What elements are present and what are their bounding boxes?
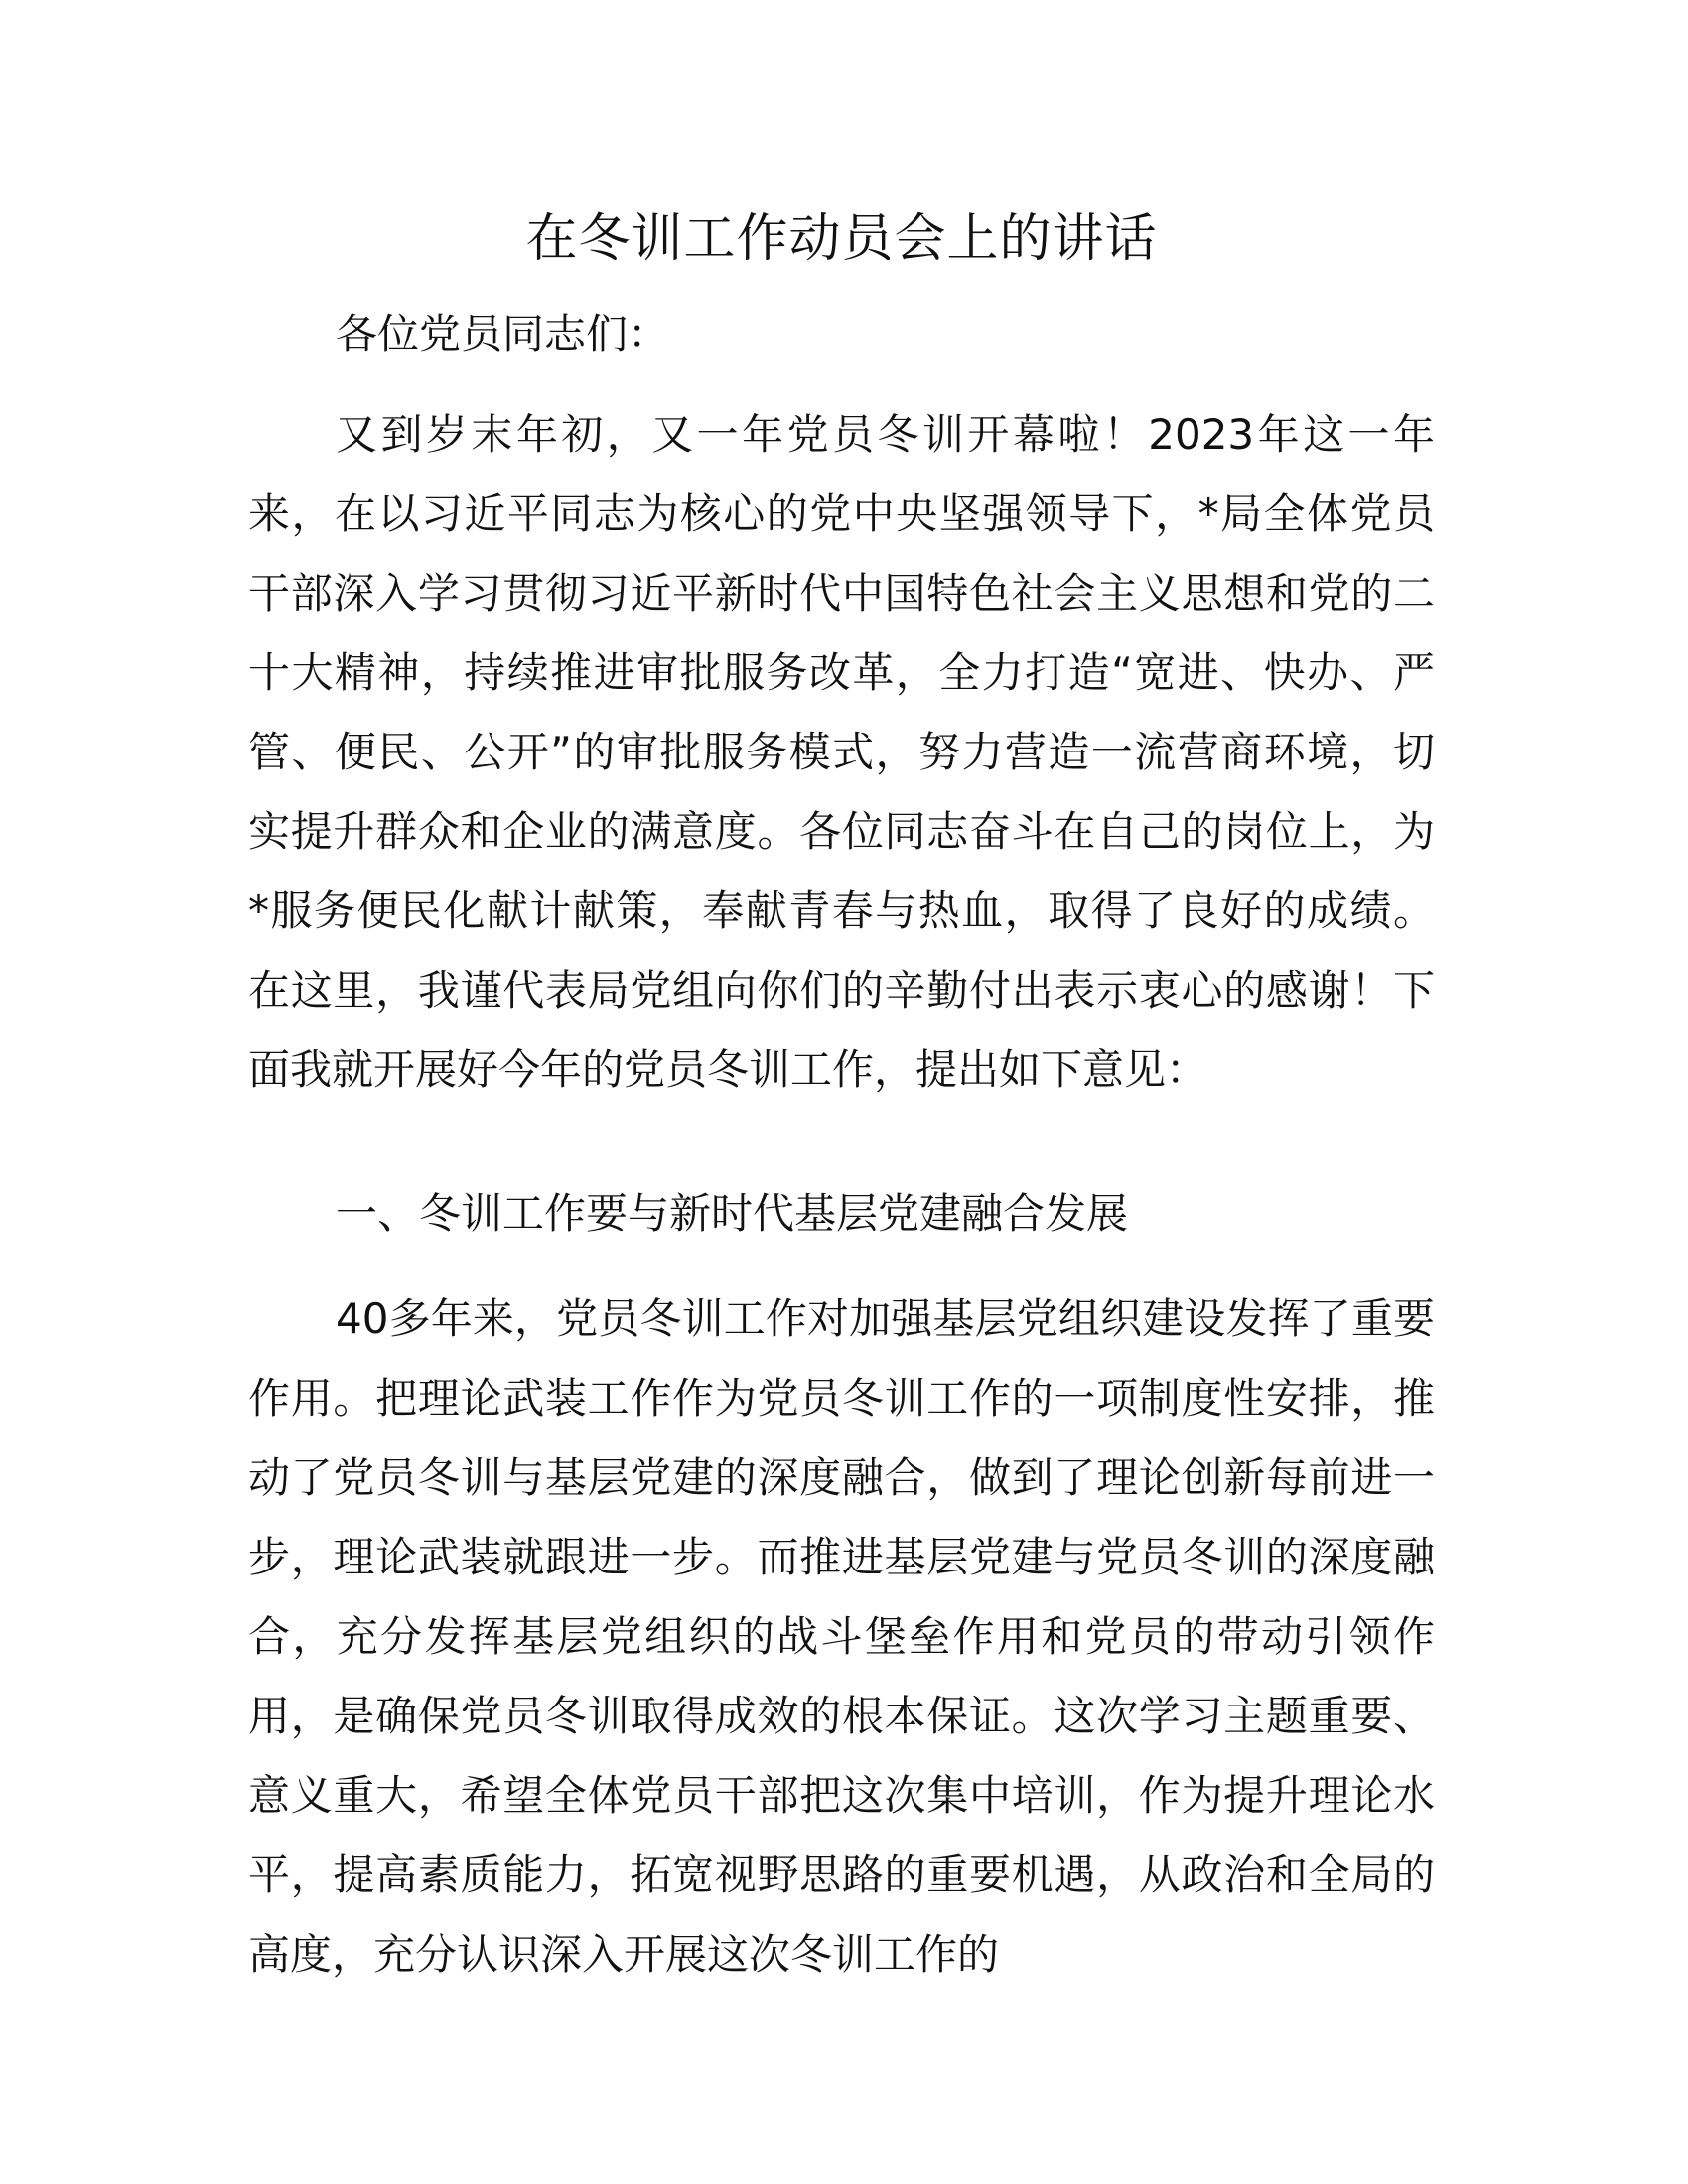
salutation: 各位党员同志们： [336, 310, 670, 358]
section-heading-1: 一、冬训工作要与新时代基层党建融合发展 [336, 1189, 1129, 1238]
paragraph-intro: 又到岁末年初，又一年党员冬训开幕啦！2023年这一年来，在以习近平同志为核心的党中央坚强领导下，*局全体党员干部深入学习贯彻习近平新时代中国特色社会主义思想和党的二十大精神，持续推进审批服务改革，全力打造“宽进、快办、严管、便民、公开”的审批服务模式，努力营造一流营商环境，切实提升群众和企业的满意度。各位同志奋斗在自己的岗位上，为*服务便民化献计献策，奉献青春与热血，取得了良好的成绩。在这里，我谨代表局党组向你们的辛勤付出表示衷心的感谢！下面我就开展好今年的党员冬训工作，提出如下意见： [248, 410, 1435, 1094]
paragraph-section-1: 40多年来，党员冬训工作对加强基层党组织建设发挥了重要作用。把理论武装工作作为党员冬训工作的一项制度性安排，推动了党员冬训与基层党建的深度融合，做到了理论创新每前进一步，理论武装就跟进一步。而推进基层党建与党员冬训的深度融合，充分发挥基层党组织的战斗堡垒作用和党员的带动引领作用，是确保党员冬训取得成效的根本保证。这次学习主题重要、意义重大，希望全体党员干部把这次集中培训，作为提升理论水平，提高素质能力，拓宽视野思路的重要机遇，从政治和全局的高度，充分认识深入开展这次冬训工作的 [248, 1295, 1435, 1979]
document-title: 在冬训工作动员会上的讲话 [525, 209, 1158, 269]
document-page [248, 0, 1435, 2184]
